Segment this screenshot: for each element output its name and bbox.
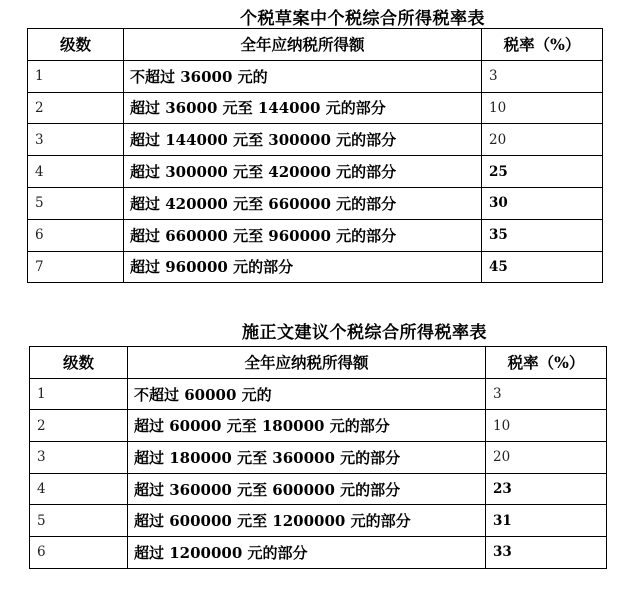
income-range-cell: 超过 60000 元至 180000 元的部分 — [128, 410, 486, 442]
rate-cell: 45 — [482, 251, 603, 283]
column-header-income: 全年应纳税所得额 — [124, 29, 482, 61]
column-header-rate: 税率（%） — [482, 29, 603, 61]
rate-cell: 25 — [482, 156, 603, 188]
level-cell: 2 — [28, 92, 124, 124]
level-cell: 1 — [28, 60, 124, 92]
column-header-income: 全年应纳税所得额 — [128, 347, 486, 379]
level-cell: 2 — [30, 410, 128, 442]
level-cell: 3 — [28, 124, 124, 156]
tax-rate-table-proposal — [29, 346, 607, 569]
level-cell: 7 — [28, 251, 124, 283]
level-cell: 3 — [30, 442, 128, 474]
table-row — [30, 505, 607, 537]
table-row — [30, 537, 607, 569]
income-range-cell: 超过 660000 元至 960000 元的部分 — [124, 219, 482, 251]
income-range-cell: 超过 300000 元至 420000 元的部分 — [124, 156, 482, 188]
level-cell: 6 — [30, 537, 128, 569]
table2-title: 施正文建议个税综合所得税率表 — [242, 323, 487, 343]
column-header-level: 级数 — [28, 29, 124, 61]
rate-cell: 10 — [482, 92, 603, 124]
rate-cell: 35 — [482, 219, 603, 251]
rate-cell: 3 — [482, 60, 603, 92]
table-header-row — [30, 347, 607, 379]
table-header-row — [28, 29, 603, 61]
level-cell: 6 — [28, 219, 124, 251]
income-range-cell: 不超过 36000 元的 — [124, 60, 482, 92]
table-row — [30, 442, 607, 474]
table-row — [28, 124, 603, 156]
level-cell: 1 — [30, 378, 128, 410]
table-row — [28, 60, 603, 92]
income-range-cell: 超过 144000 元至 300000 元的部分 — [124, 124, 482, 156]
column-header-rate: 税率（%） — [486, 347, 607, 379]
rate-cell: 3 — [486, 378, 607, 410]
table1-title: 个税草案中个税综合所得税率表 — [240, 9, 485, 29]
level-cell: 5 — [28, 187, 124, 219]
rate-cell: 30 — [482, 187, 603, 219]
income-range-cell: 超过 360000 元至 600000 元的部分 — [128, 473, 486, 505]
income-range-cell: 超过 36000 元至 144000 元的部分 — [124, 92, 482, 124]
table-row — [30, 410, 607, 442]
level-cell: 4 — [28, 156, 124, 188]
rate-cell: 33 — [486, 537, 607, 569]
table-row — [28, 251, 603, 283]
income-range-cell: 超过 600000 元至 1200000 元的部分 — [128, 505, 486, 537]
level-cell: 4 — [30, 473, 128, 505]
table-row — [28, 187, 603, 219]
rate-cell: 31 — [486, 505, 607, 537]
table-row — [28, 219, 603, 251]
rate-cell: 20 — [486, 442, 607, 474]
tax-rate-table-draft — [27, 28, 603, 283]
rate-cell: 23 — [486, 473, 607, 505]
table-row — [30, 473, 607, 505]
income-range-cell: 超过 420000 元至 660000 元的部分 — [124, 187, 482, 219]
level-cell: 5 — [30, 505, 128, 537]
income-range-cell: 超过 960000 元的部分 — [124, 251, 482, 283]
column-header-level: 级数 — [30, 347, 128, 379]
rate-cell: 10 — [486, 410, 607, 442]
income-range-cell: 不超过 60000 元的 — [128, 378, 486, 410]
table-row — [28, 156, 603, 188]
table-row — [28, 92, 603, 124]
rate-cell: 20 — [482, 124, 603, 156]
table-row — [30, 378, 607, 410]
income-range-cell: 超过 180000 元至 360000 元的部分 — [128, 442, 486, 474]
income-range-cell: 超过 1200000 元的部分 — [128, 537, 486, 569]
